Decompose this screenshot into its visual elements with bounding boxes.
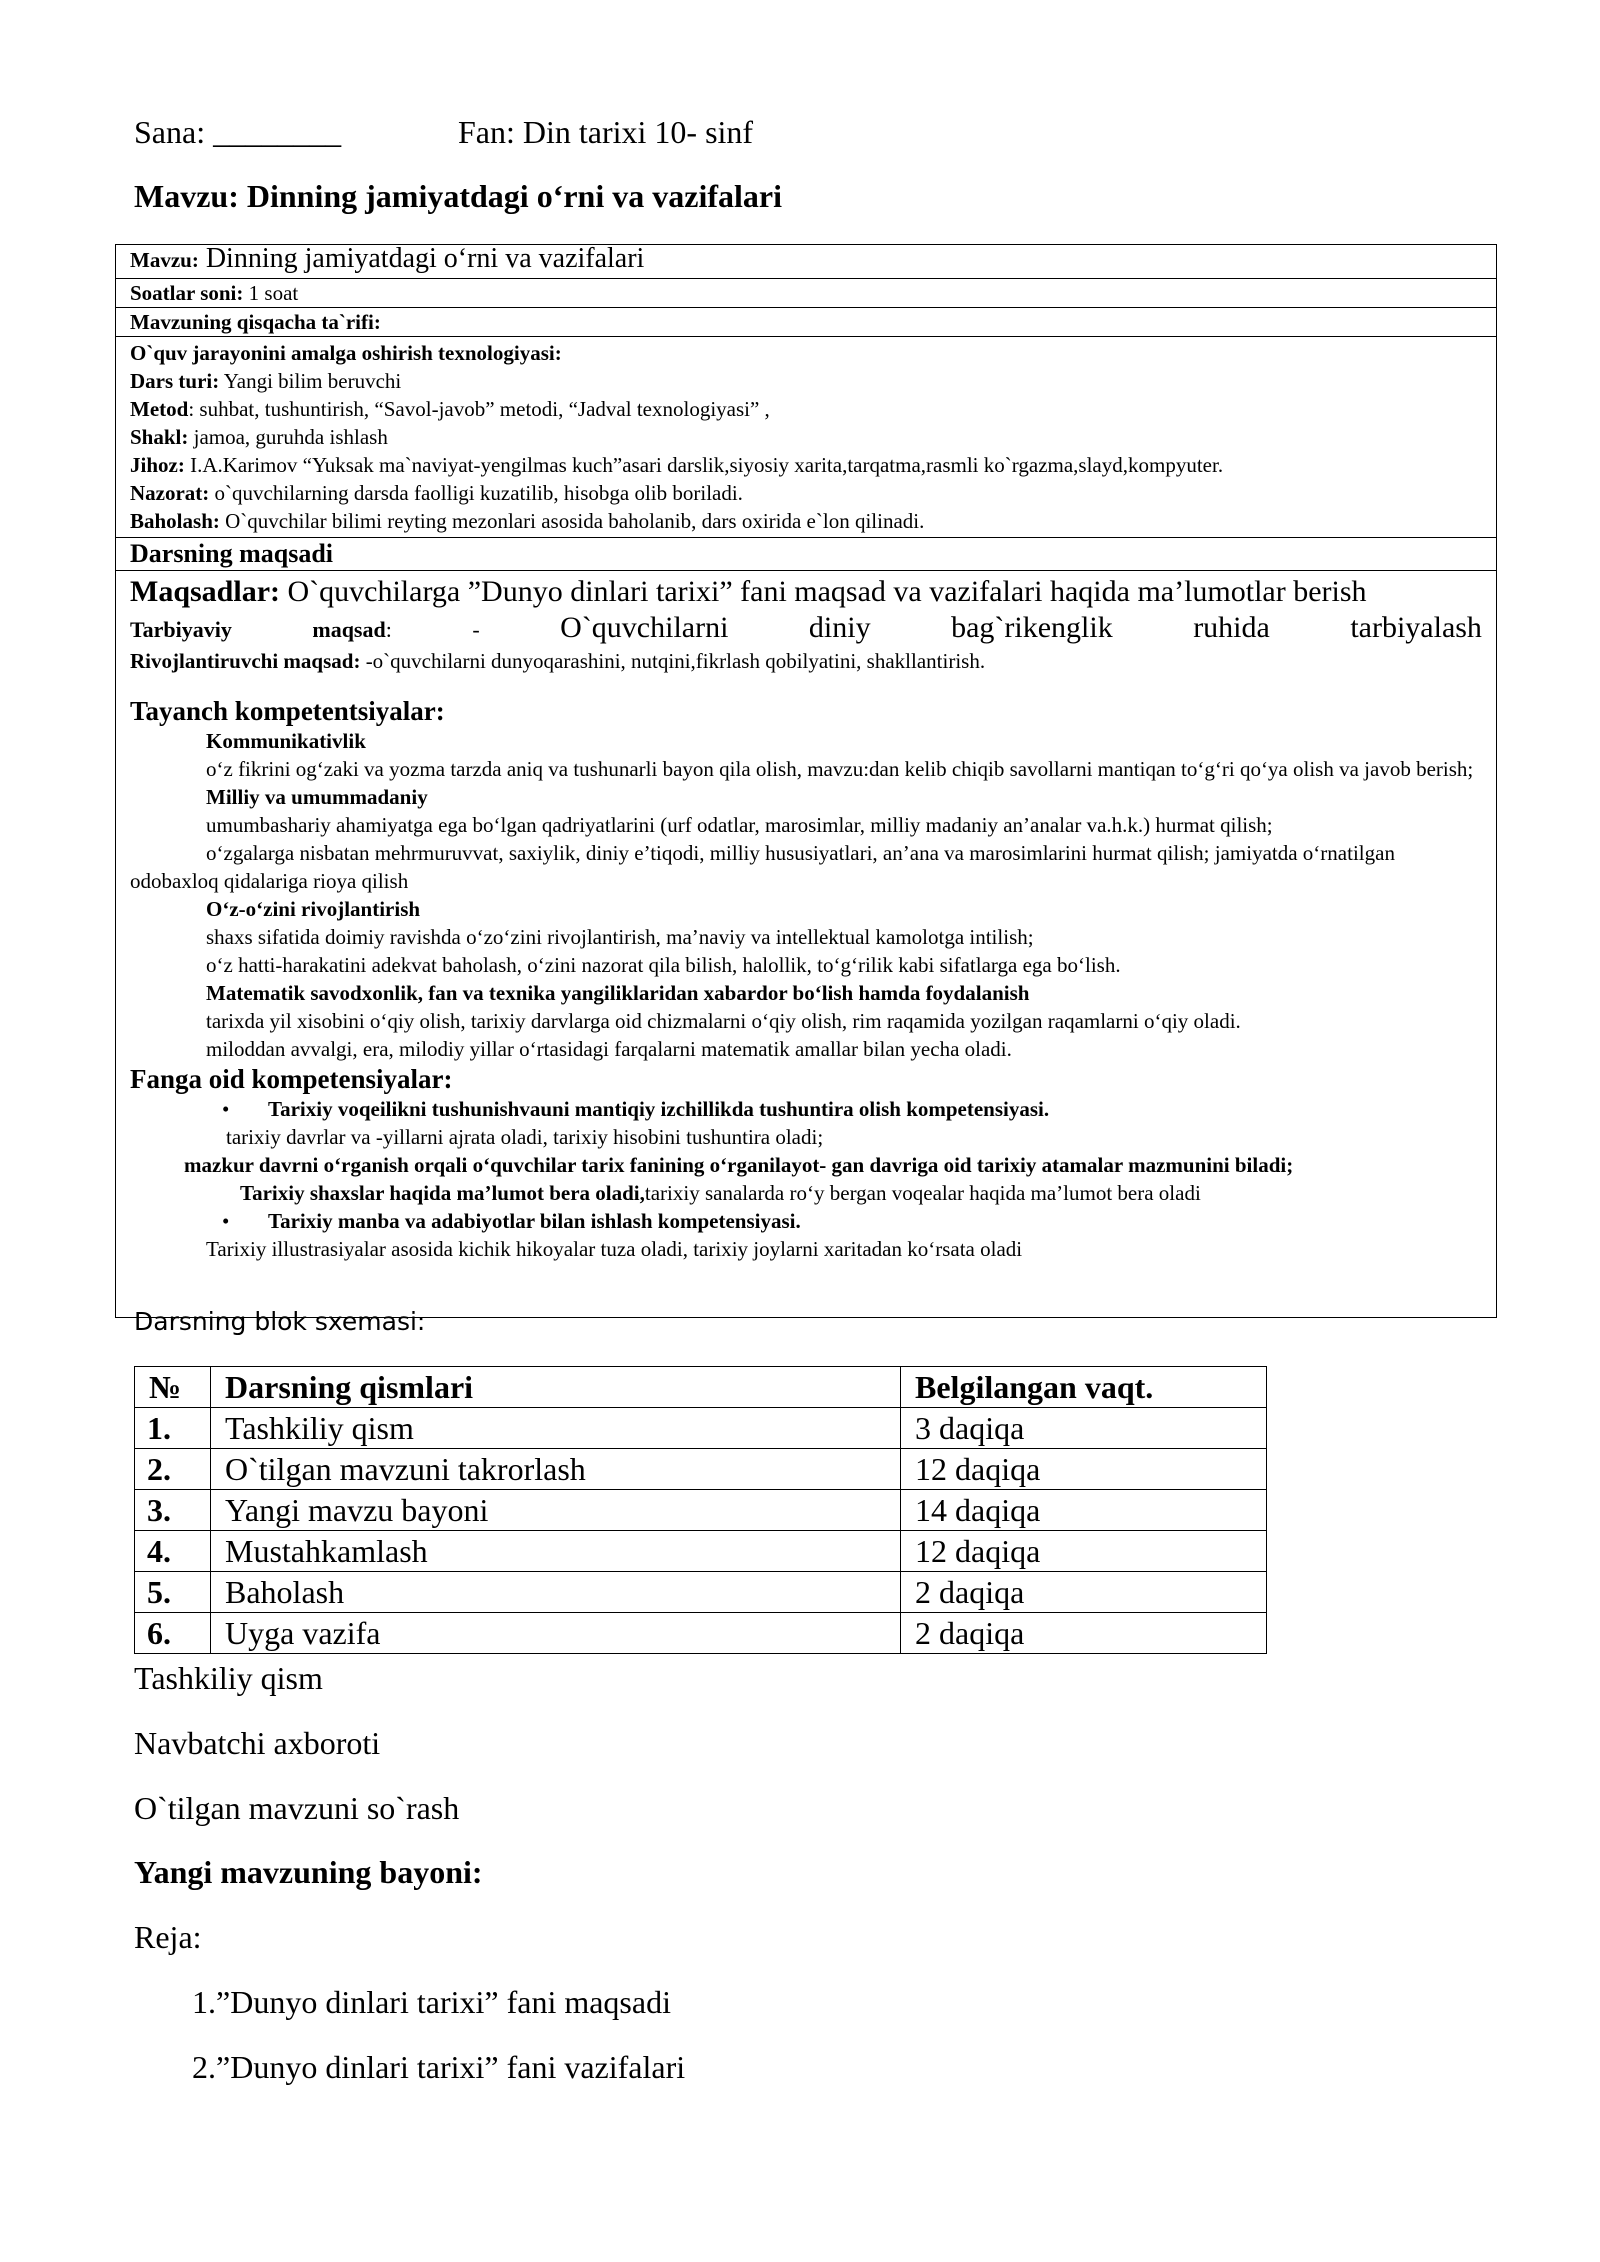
yangi-mavzu-heading: Yangi mavzuning bayoni:: [134, 1854, 483, 1890]
tashkiliy-heading: Tashkiliy qism: [134, 1660, 323, 1696]
table-row: [116, 308, 1497, 337]
tayanch-title: Tayanch kompetentsiyalar:: [130, 696, 445, 726]
header-cell: №: [135, 1367, 211, 1408]
table-header-row: [135, 1367, 1267, 1408]
table-row: [116, 538, 1497, 571]
header-cell: Darsning qismlari: [211, 1367, 901, 1408]
table-row: 6. Uyga vazifa 2 daqiqa: [135, 1613, 1267, 1654]
reja-heading: Reja:: [134, 1919, 202, 1955]
lesson-plan-table: [115, 244, 1497, 1318]
otilgan-heading: O`tilgan mavzuni so`rash: [134, 1790, 460, 1826]
reja-item: 2.”Dunyo dinlari tarixi” fani vazifalari: [192, 2049, 686, 2085]
header-line: [134, 114, 754, 151]
table-row: [116, 571, 1497, 1318]
qisqacha-cell: Mavzuning qisqacha ta`rifi:: [116, 308, 1497, 337]
table-row: [116, 279, 1497, 308]
table-row: 2. O`tilgan mavzuni takrorlash 12 daqiqa: [135, 1449, 1267, 1490]
blok-sxema-label: Darsning blok sxemasi:: [134, 1307, 426, 1336]
fan-label: Fan: Din tarixi 10- sinf: [458, 114, 754, 150]
header-cell: Belgilangan vaqt.: [901, 1367, 1267, 1408]
mavzu-cell: Mavzu: Dinning jamiyatdagi o‘rni va vazifalari: [116, 245, 1497, 279]
table-row: 3. Yangi mavzu bayoni 14 daqiqa: [135, 1490, 1267, 1531]
table-row: 1. Tashkiliy qism 3 daqiqa: [135, 1408, 1267, 1449]
table-row: 4. Mustahkamlash 12 daqiqa: [135, 1531, 1267, 1572]
page-title: Mavzu: Dinning jamiyatdagi o‘rni va vazifalari: [134, 178, 782, 214]
reja-item: 1.”Dunyo dinlari tarixi” fani maqsadi: [192, 1984, 671, 2020]
table-row: [116, 337, 1497, 538]
maqsad-kompetensiya-cell: Maqsadlar: O`quvchilarga ”Dunyo dinlari tarixi” fani maqsad va vazifalari haqida ma’lumotlar berish Tarbiyaviy maqsad: - O`quvchilarni diniy bag`rikenglik ruhida tarbiyalash Rivojlantiruvchi maqsad: -o`quvchilarni dunyoqarashini, nutqini,fikrlash qobilyatini, shakllantirish. Tayanch kompetentsiyalar: Kommunikativlik o‘z fikrini og‘zaki va yozma tarzda aniq va tushunarli bayon qila olish, mavzu:dan kelib chiqib savollarni mantiqan to‘g‘ri qo‘ya olish va javob berish; Milliy va umummadaniy umumbashariy ahamiyatga ega bo‘lgan qadriyatlarini (urf odatlar, marosimlar, milliy madaniy an’analar va.h.k.) hurmat qilish; o‘zgalarga nisbatan mehrmuruvvat, saxiylik, diniy e’tiqodi, milliy hususiyatlari, an’ana va marosimlarini hurmat qilish; jamiyatda o‘rnatilgan odobaxloq qidalariga rioya qilish O‘z-o‘zini rivojlantirish shaxs sifatida doimiy ravishda o‘zo‘zini rivojlantirish, ma’naviy va intellektual kamolotga intilish; o‘z hatti-harakatini adekvat baholash, o‘zini nazorat qila bilish, halollik, to‘g‘rilik kabi sifatlarga ega bo‘lish. Matematik savodxonlik, fan va texnika yangiliklaridan xabardor bo‘lish hamda foydalanish tarixda yil xisobini o‘qiy olish, tarixiy darvlarga oid chizmalarni o‘qiy olish, rim raqamida yozilgan raqamlarni o‘qiy oladi. miloddan avvalgi, era, milodiy yillar o‘rtasidagi farqalarni matematik amallar bilan yecha oladi. Fanga oid kompetensiyalar: • Tarixiy voqeilikni tushunishvauni mantiqiy izchillikda tushuntira olish kompetensiyasi. tarixiy davrlar va -yillarni ajrata oladi, tarixiy hisobini tushuntira oladi; mazkur davrni o‘rganish orqali o‘quvchilar tarix fanining o‘rganilayot- gan davriga oid tarixiy atamalar mazmunini biladi; Tarixiy shaxslar haqida ma’lumot bera oladi,tarixiy sanalarda ro‘y bergan voqealar haqida ma’lumot bera oladi • Tarixiy manba va adabiyotlar bilan ishlash kompetensiyasi. Tarixiy illustrasiyalar asosida kichik hikoyalar tuza oladi, tarixiy joylarni xaritadan ko‘rsata oladi: [116, 571, 1497, 1318]
navbatchi-heading: Navbatchi axboroti: [134, 1725, 381, 1761]
texnologiya-cell: O`quv jarayonini amalga oshirish texnologiyasi: Dars turi: Yangi bilim beruvchi Metod: suhbat, tushuntirish, “Savol-javob” metodi, “Jadval texnologiyasi” , Shakl: jamoa, guruhda ishlash Jihoz: I.A.Karimov “Yuksak ma`naviyat-yengilmas kuch”asari darslik,siyosiy xarita,tarqatma,rasmli ko`rgazma,slayd,kompyuter. Nazorat: o`quvchilarning darsda faolligi kuzatilib, hisobga olib boriladi. Baholash: O`quvchilar bilimi reyting mezonlari asosida baholanib, dars oxirida e`lon qilinadi.: [116, 337, 1497, 538]
soat-cell: Soatlar soni: 1 soat: [116, 279, 1497, 308]
rivojlantiruvchi-line: Rivojlantiruvchi maqsad: -o`quvchilarni dunyoqarashini, nutqini,fikrlash qobilyatini, shakllantirish.: [130, 649, 986, 673]
blok-sxema-table: [134, 1366, 1267, 1654]
maqsadlar-line: Maqsadlar: O`quvchilarga ”Dunyo dinlari tarixi” fani maqsad va vazifalari haqida ma’lumotlar berish: [130, 575, 1367, 608]
fanga-title: Fanga oid kompetensiyalar:: [130, 1064, 453, 1094]
sana-label: Sana: ________: [134, 114, 342, 150]
darsning-maqsadi-cell: Darsning maqsadi: [116, 538, 1497, 571]
table-row: [116, 245, 1497, 279]
table-row: 5. Baholash 2 daqiqa: [135, 1572, 1267, 1613]
tarbiyaviy-line: Tarbiyaviy maqsad: - O`quvchilarni diniy bag`rikenglik ruhida tarbiyalash: [130, 611, 1482, 644]
